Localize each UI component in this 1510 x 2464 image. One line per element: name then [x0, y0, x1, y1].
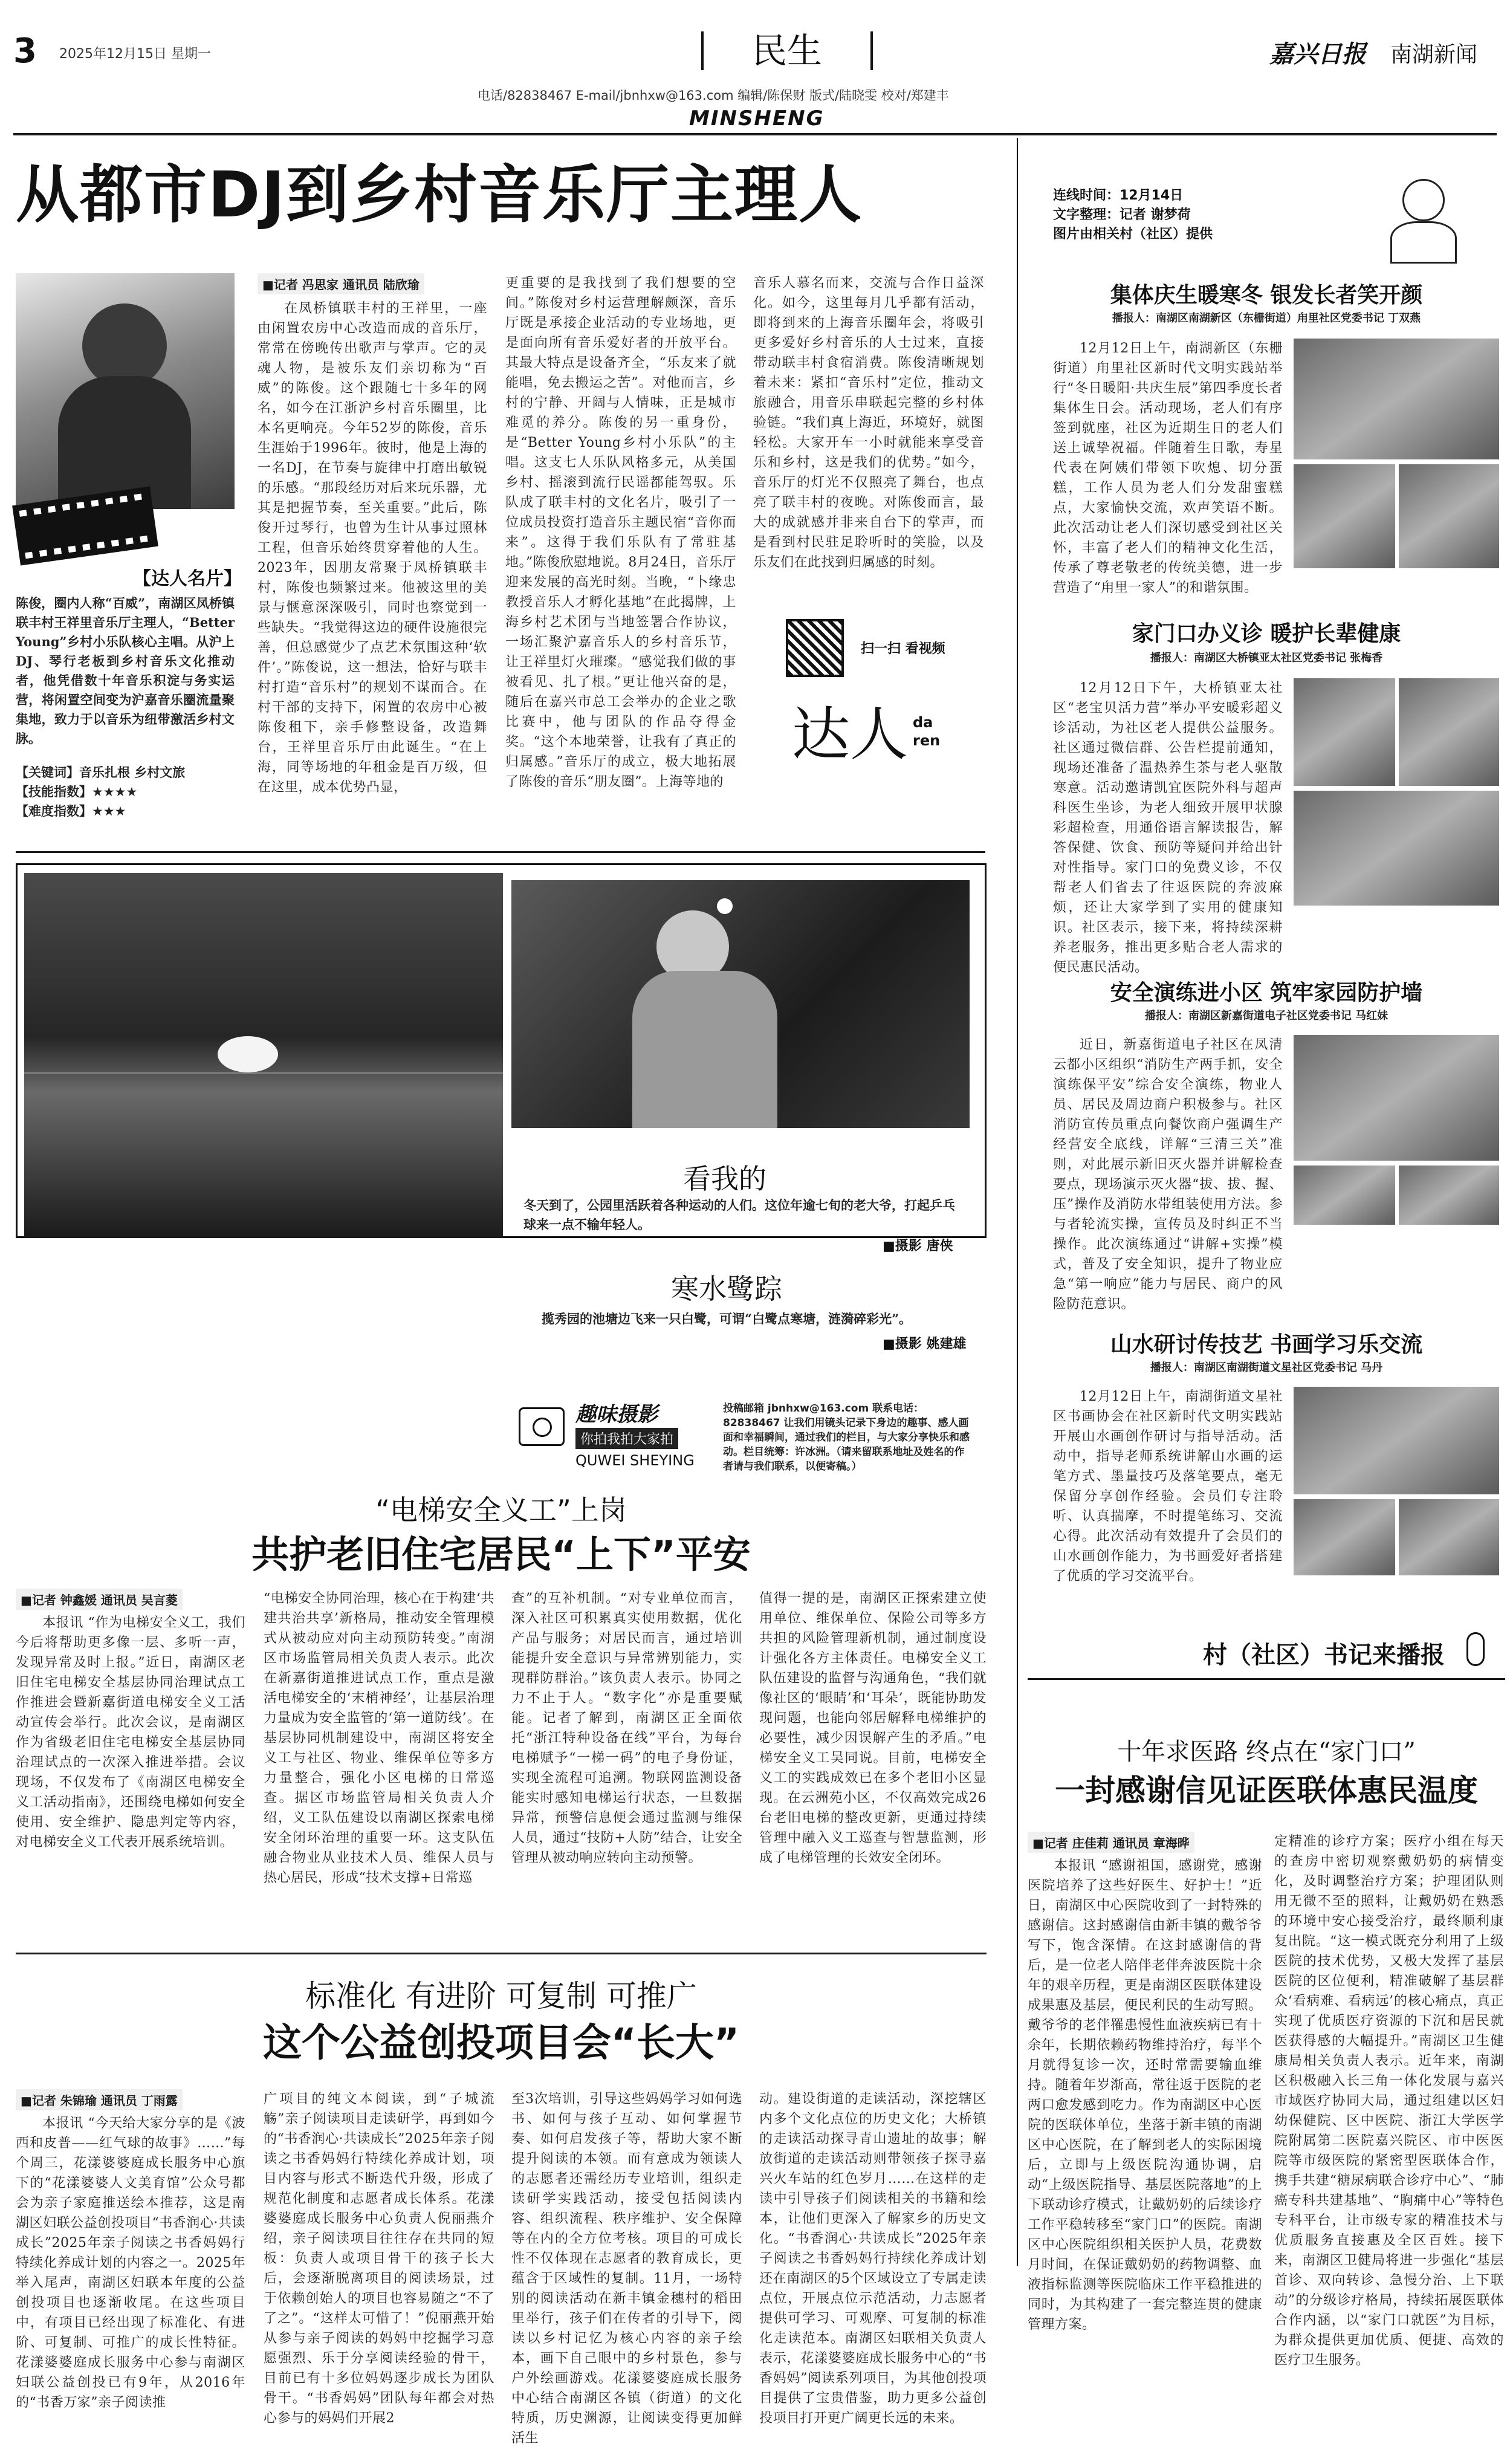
dj-column-1: 在凤桥镇联丰村的王祥里，一座由闲置农房中心改造而成的音乐厅，常常在傍晚传出歌声与掌声。它的灵魂人物，是被乐友们亲切称为“百威”的陈俊。这个跟随七十多年的网名，如今在江浙沪乡村音乐圈里，比本名更响亮。今年52岁的陈俊，音乐生涯始于1996年。彼时，他是上海的一名DJ，在节奏与旋律中打磨出敏锐的乐感。“那段经历对后来玩乐器，尤其是把握节奏，至关重要。”此后，陈俊开过琴行，也曾为生计从事过照林工程，但音乐始终贯穿着他的人生。2023年，因朋友常聚于凤桥镇联丰村，陈俊也频繁过来。他被这里的美景与惬意深深吸引，同时也察觉到一些缺失。“我觉得这边的硬件设施很完善，但总感觉少了点艺术氛围这种‘软件’。”陈俊说，这一想法，恰好与联丰村打造“音乐村”的规划不谋而合。在村干部的支持下，闲置的农房中心被陈俊租下，亲手修整设备，改造舞台，王祥里音乐厅由此诞生。“在上海，同等场地的年租金是百万级，但在这里，成本优势凸显，: [258, 301, 487, 795]
right-item-2-photo-2: [1399, 678, 1499, 786]
right-item-2-title: 家门口办义诊 暖护长辈健康: [1132, 621, 1401, 646]
meta-time: 连线时间：12月14日: [1053, 188, 1184, 203]
right-item-1-photo-right: [1399, 464, 1499, 568]
profile-tag: 【达人名片】: [133, 568, 242, 589]
reporter-illustration: [1342, 161, 1481, 264]
paper-logo: 嘉兴日报: [1269, 40, 1366, 68]
secretary-broadcast-label: 村（社区）书记来播报: [1203, 1641, 1445, 1669]
elevator-column-2: “电梯安全协同治理，核心在于构建‘共建共治共享’新格局，推动安全管理模式从被动应对向主动预防转变。”南湖区市场监管局相关负责人表示。此次在新嘉街道推进试点工作，重点是激活电梯安全的‘末梢神经’，让基层治理力量成为安全监管的‘第一道防线’。在基层协同机制建设中，南湖区将安全义工与社区、物业、维保单位等多方力量整合，强化小区电梯的日常巡查。据区市场监管局相关负责人介绍，义工队伍建设以南湖区探索电梯安全闭环治理的重要一环。这支队伍融合物业从业技术人员、维保人员与热心居民，形成“技术支撑+日常巡: [264, 1591, 494, 1885]
photo1-credit: ■摄影 唐侠: [883, 1239, 953, 1254]
elevator-column-4: 值得一提的是，南湖区正探索建立使用单位、维保单位、保险公司等多方共担的风险管理新机制，通过制度设计强化各方主体责任。电梯安全义工队伍建设的监督与沟通角色，“我们就像社区的‘眼睛’和‘耳朵’，既能协助发现问题，也能向邻居解释电梯维护的必要性，减少因误解产生的矛盾。”电梯安全义工吴同说。目前，电梯安全义工的实践成效已在多个老旧小区显现。在云洲苑小区，不仅高效完成26台老旧电梯的整改更新，更通过持续管理中融入义工巡查与智慧监测，形成了电梯管理的长效安全闭环。: [759, 1591, 987, 1866]
charity-headline: 这个公益创投项目会“长大”: [262, 2021, 740, 2066]
right-item-1-photo-left: [1294, 464, 1395, 568]
right-item-1-photo-top: [1294, 339, 1499, 459]
right-item-4-title: 山水研讨传技艺 书画学习乐交流: [1110, 1332, 1423, 1357]
right-divider: [1028, 1678, 1505, 1680]
right-item-3-photo-right: [1399, 1166, 1499, 1225]
profile-keywords: [16, 763, 235, 821]
charity-column-3: 至3次培训，引导这些妈妈学习如何选书、如何与孩子互动、如何掌握节奏、如何启发孩子等，帮助大家不断提升阅读的本领。而有意成为领读人的志愿者还需经历专业培训，组织走读研学实践活动，接受包括阅读内容、组织流程、秩序维护、安全保障等在内的全方位考核。项目的可成长性不仅体现在志愿者的教育成长，更蕴含于区域性的复制。11月，一场特别的阅读活动在新丰镇金穗村的稻田里举行，孩子们在传者的引导下，阅读以乡村记忆为核心内容的亲子绘本，画下自己眼中的乡村景色，参与户外绘画游戏。花漾婆婆庭成长服务中心结合南湖区各镇（街道）的文化特质，历史渊源，让阅读变得更加鲜活生: [511, 2092, 742, 2446]
section-title: 民生: [701, 31, 873, 70]
charity-byline: ■记者 朱锦瑜 通讯员 丁雨露: [16, 2089, 183, 2110]
elevator-byline: ■记者 钟鑫媛 通讯员 吴言菱: [16, 1589, 183, 1610]
charity-column-1: 本报讯 “今天给大家分享的是《波西和皮普——红气球的故事》……”每个周三，花漾婆婆庭成长服务中心旗下的“花漾婆婆人文美育馆”公众号都会为亲子家庭推送绘本推荐，这是南湖区妇联公益创投项目“书香润心·共读成长”2025年亲子阅读之书香妈妈行特续化养成计划的内容之一。2025年举入尾声，南湖区妇联本年度的公益创投项目也逐渐收尾。在这些项目中，有项目已经出现了标准化、有进阶、可复制、可推广的成长性特征。花漾婆婆庭成长服务中心参与南湖区妇联公益创投已有9年，从2016年的“书香万家”亲子阅读推: [16, 2116, 245, 2410]
portrait-photo: [16, 273, 235, 509]
photo2-title: 寒水鹭踪: [671, 1273, 782, 1305]
charity-column-4: 动。建设街道的走读活动，深挖辖区内多个文化点位的历史文化；大桥镇的走读活动探寻青山遗址的故事；解放街道的走读活动则带领孩子探寻嘉兴火车站的红色岁月……在这样的走读中引导孩子们阅读相关的书籍和绘本，让他们更深入了解家乡的历史文化。“书香润心·共读成长”2025年亲子阅读之书香妈妈行持续化养成计划还在南湖区的5个区域设立了专属走读点位，开展点位示范活动，力志愿者提供可学习、可观摩、可复制的标准化走读范本。南湖区妇联相关负责人表示，花漾婆婆庭成长服务中心的“书香妈妈”阅读系列项目，为其他创投项目提供了宝贵借鉴，助力更多公益创投项目打开更广阔更长远的未来。: [759, 2092, 987, 2426]
right-item-1-title: 集体庆生暖寒冬 银发长者笑开颜: [1110, 283, 1423, 308]
hospital-column-1: 本报讯 “感谢祖国，感谢党，感谢医院培养了这些好医生、好护士！”近日，南湖区中心医院收到了一封特殊的感谢信。这封感谢信由新丰镇的戴爷爷写下，饱含深情。在这封感谢信的背后，是一位老人陪伴老伴奔波医院十余年的艰辛历程，更是南湖区医联体建设成果惠及基层，便民利民的生动写照。戴爷爷的老伴罹患慢性血液疾病已有十余年，长期依赖药物维持治疗，每半个月就得复诊一次，还时常需要输血维持。随着年岁渐高，常往返于医院的老两口愈发感到吃力。作为南湖区中心医院的医联体单位，坐落于新丰镇的南湖区中心医院，在了解到老人的实际困境后，立即与上级医院沟通协调，启动“上级医院指导、基层医院落地”的上下联动诊疗模式，让戴奶奶的后续诊疗工作平稳转移至“家门口”的医院。南湖区中心医院组织相关医护人员，花费数月时间，在保证戴奶奶的药物调整、血液指标监测等医院临床工作平稳推进的同时，为其构建了一套完整连贯的健康管理方案。: [1028, 1858, 1262, 2332]
daren-badge: 达人: [792, 701, 908, 768]
hospital-byline: ■记者 庄佳莉 通讯员 章海晔: [1028, 1832, 1194, 1853]
right-item-2-text: 12月12日下午，大桥镇亚太社区“老宝贝活力营”举办平安暖彩超义诊活动，为社区老人提供公益服务。社区通过微信群、公告栏提前通知，现场还准备了温热养生茶与老人驱散寒意。活动邀请凯宜医院外科与超声科医生坐诊，为老人细致开展甲状腺彩超检查，用通俗语言解读报告，解答保健、饮食、预防等疑问并给出针对性指导。家门口的免费义诊，不仅帮老人们省去了往返医院的奔波麻烦，还让大家学到了实用的健康知识。社区表示，接下来，将持续深耕养老服务，推出更多贴合老人需求的便民惠民活动。: [1053, 681, 1283, 975]
right-item-2-photo-3: [1294, 791, 1499, 906]
header-rule: [13, 133, 1497, 135]
right-item-4-photo-top: [1294, 1387, 1499, 1494]
dj-headline: 从都市DJ到乡村音乐厅主理人: [16, 158, 863, 232]
qr-label: 扫一扫 看视频: [861, 641, 945, 657]
dj-bottom-rule: [16, 851, 985, 853]
issue-date: 2025年12月15日 星期一: [59, 47, 211, 62]
right-item-3-speaker: 播报人：南湖区新嘉街道电子社区党委书记 马红妹: [1144, 1010, 1388, 1022]
column-slogan: 你拍我拍大家拍: [575, 1428, 678, 1449]
right-item-3-photo-left: [1294, 1166, 1395, 1225]
hospital-headline: 一封感谢信见证医联体惠民温度: [1055, 1773, 1478, 1808]
elevator-column-3: 查”的互补机制。“对专业单位而言，深入社区可积累真实使用数据，优化产品与服务；对居民而言，通过培训能提升安全意识与异常辨别能力，实现群防群治。”该负责人表示。协同之力不止于人。“数字化”亦是重要赋能。记者了解到，南湖区正全面依托“浙江特种设备在线”平台，为每台电梯赋予“一梯一码”的电子身份证，实现全流程可追溯。物联网监测设备能实时感知电梯运行状态，一旦数据异常，预警信息便会通过监测与维保人员，通过“技防+人防”结合，让安全管理从被动响应转向主动预警。: [511, 1591, 742, 1866]
keyword-line: 【关键词】音乐扎根 乡村文旅: [16, 765, 186, 780]
contact-line: 电话/82838467 E-mail/jbnhxw@163.com 编辑/陈保财 版式/陆晓雯 校对/郑建丰: [478, 88, 949, 103]
meta-photo: 图片由相关村（社区）提供: [1053, 227, 1213, 242]
camera-icon: [519, 1407, 565, 1446]
charity-kicker: 标准化 有进阶 可复制 可推广: [305, 1979, 697, 2014]
right-item-3-title: 安全演练进小区 筑牢家园防护墙: [1110, 981, 1423, 1005]
charity-column-2: 广项目的纯文本阅读，到“子城流觞”亲子阅读项目走读研学，再到如今的“书香润心·共读成长”2025年亲子阅读之书香妈妈行特续化养成计划，项目内容与形式不断迭代升级，形成了规范化制度和志愿者成长体系。花漾婆婆庭成长服务中心负责人倪丽燕介绍，亲子阅读项目往往存在共同的短板：负责人或项目骨干的孩子长大后，会逐渐脱离项目的阅读场景，过于依赖创始人的项目也容易随之“不了了之”。“这样太可惜了！”倪丽燕开始从参与亲子阅读的妈妈中挖掘学习意愿强烈、乐于分享阅读经验的骨干，目前已有十多位妈妈逐步成长为团队骨干。“书香妈妈”团队每年都会对热心参与的妈妈们开展2: [264, 2092, 494, 2426]
submission-info: 投稿邮箱 jbnhxw@163.com 联系电话：82838467 让我们用镜头记录下身边的趣事、感人画面和幸福瞬间，通过我们的栏目，与大家分享快乐和感动。栏目统筹：许冰洲。（请来留联系地址及姓名的作者请与我们联系，以便寄稿。）: [723, 1402, 970, 1473]
section-english: MINSHENG: [689, 106, 825, 131]
right-item-4-speaker: 播报人：南湖区南湖街道文星社区党委书记 马丹: [1150, 1361, 1383, 1374]
photo2-credit: ■摄影 姚建雄: [883, 1337, 967, 1352]
profile-text: 陈俊，圈内人称“百威”，南湖区凤桥镇联丰村王祥里音乐厅主理人，“Better Young”乡村小乐队核心主唱。从沪上DJ、琴行老板到乡村音乐文化推动者，他凭借数十年音乐积淀与务实运营，将闲置空间变为沪嘉音乐圈流量聚集地，致力于以音乐为纽带激活乡村文脉。: [16, 595, 235, 746]
right-item-4-photo-right: [1399, 1499, 1499, 1575]
paper-subtitle: 南湖新闻: [1390, 42, 1478, 67]
ping-pong-photo: [511, 880, 970, 1128]
right-item-3-text: 近日，新嘉街道电子社区在凤清云都小区组织“消防生产两手抓，安全演练保平安”综合安全演练，物业人员、居民及周边商户积极参与。社区消防宣传员重点向餐饮商户强调生产经营安全底线，详解“三清三关”准则，对此展示新旧灭火器并讲解检查要点，现场演示灭火器“拔、拔、握、压”操作及消防水带组装使用方法。参与者轮流实操，宣传员及时纠正不当操作。此次演练通过“讲解+实操”模式，普及了安全知识，提升了物业应急“第一响应”能力与居民、商户的风险防范意识。: [1053, 1037, 1283, 1312]
skill-index-line: 【技能指数】★★★★: [16, 785, 138, 799]
meta-arrange: 文字整理：记者 谢梦荷: [1053, 207, 1191, 222]
elevator-kicker: “电梯安全义工”上岗: [375, 1494, 627, 1526]
column-name: 趣味摄影: [575, 1402, 658, 1427]
hospital-kicker: 十年求医路 终点在“家门口”: [1117, 1738, 1416, 1766]
photo1-title: 看我的: [683, 1162, 766, 1195]
dj-column-2: 更重要的是我找到了我们想要的空间。”陈俊对乡村运营理解颇深，音乐厅既是承接企业活动的专业场地，更是面向所有音乐爱好者的开放平台。其最大特点是设备齐全，“乐友来了就能唱，免去搬运之苦”。对他而言，乡村的宁静、开阔与人情味，正是城市难觅的养分。陈俊的另一重身份，是“Better Young乡村小乐队”的主唱。这支七人乐队风格多元，从美国乡村、摇滚到流行民谣都能驾驭。乐队成了联丰村的文化名片，吸引了一位成员投资打造音乐主题民宿“音你而来”。这得于我们乐队有了常驻基地。”陈俊欣慰地说。8月24日，音乐厅迎来发展的高光时刻。当晚，“卜缘忠教授音乐人才孵化基地”在此揭牌，上海乡村艺术团与当地签署合作协议，一场汇聚沪嘉音乐人的乡村音乐节，让王祥里灯火璀璨。“感觉我们做的事被看见、扎了根。”更让他兴奋的是，随后在嘉兴市总工会举办的企业之歌比赛中，他与团队的作品夺得金奖。“这个本地荣誉，让我有了真正的归属感。”音乐厅的成立，极大地拓展了陈俊的音乐“朋友圈”。上海等地的: [505, 276, 736, 789]
elevator-bottom-rule: [16, 1953, 987, 1954]
column-english: QUWEI SHEYING: [575, 1452, 695, 1469]
right-item-3-photo-top: [1294, 1035, 1499, 1161]
right-item-4-photo-left: [1294, 1499, 1395, 1575]
dj-column-3: 音乐人慕名而来，交流与合作日益深化。如今，这里每月几乎都有活动，即将到来的上海音乐圈年会，将吸引更多爱好乡村音乐的人士过来，直接带动联丰村食宿消费。陈俊清晰规划着未来：紧扣“音乐村”定位，推动文旅融合，用音乐串联起完整的乡村体验链。“我们真上海近，环境好，就图轻松。大家开车一小时就能来享受音乐和乡村，这是我们的优势。”如今，音乐厅的灯光不仅照亮了舞台，也点亮了联丰村的夜晚。对陈俊而言，最大的成就感并非来自台下的掌声，而是看到村民驻足聆听时的笑脸，以及乐友们在此找到归属感的时刻。: [753, 276, 984, 570]
microphone-icon: [1466, 1632, 1485, 1666]
right-item-4-text: 12月12日上午，南湖街道文星社区书画协会在社区新时代文明实践站开展山水画创作研讨与指导活动。活动中，指导老师系统讲解山水画的运笔方式、墨量技巧及落笔要点，毫无保留分享创作经验。会员们专注聆听、认真揣摩，不时提笔练习、交流心得。此次活动有效提升了会员们的山水画创作能力，为书画爱好者搭建了优质的学习交流平台。: [1053, 1389, 1283, 1584]
elevator-column-1: 本报讯 “作为电梯安全义工，我们今后将帮助更多像一层、多听一声，发现异常及时上报。”近日，南湖区老旧住宅电梯安全基层协同治理试点工作推进会暨新嘉街道电梯安全义工活动宣传会举行。此次会议，是南湖区作为省级老旧住宅电梯安全基层协同治理试点的一次深入推进举措。会议现场，不仅发布了《南湖区电梯安全义工活动指南》，还围绕电梯如何安全使用、安全维护、隐患判定等内容，对电梯安全义工代表开展系统培训。: [16, 1615, 245, 1850]
hospital-column-2: 定精准的诊疗方案；医疗小组在每天的查房中密切观察戴奶奶的病情变化，及时调整治疗方案；护理团队则用无微不至的照料，让戴奶奶在熟悉的环境中安心接受治疗，最终顺利康复出院。“这一模式既充分利用了上级医院的技术优势，又极大发挥了基层医院的区位便利，精准破解了基层群众‘看病难、看病远’的核心痛点，真正实现了优质医疗资源的下沉和居民就医获得感的大幅提升。”南湖区卫生健康局相关负责人表示。近年来，南湖区积极融入长三角一体化发展与嘉兴市域医疗协同大局，通过组建以区妇幼保健院、区中医院、浙江大学医学院附属第二医院嘉兴院区、市中医医院等市级医院的紧密型医联体合作，携手共建“糖尿病联合诊疗中心”、“肺癌专科共建基地”、“胸痛中心”等特色专科平台，让市级专家的精准技术与优质服务直接惠及全区百姓。接下来，南湖区卫健局将进一步强化“基层首诊、双向转诊、急慢分治、上下联动”的分级诊疗格局，持续拓展医联体合作内涵，以“家门口就医”为目标，为群众提供更加优质、便捷、高效的医疗卫生服务。: [1274, 1834, 1504, 2368]
photo2-caption: 揽秀园的池塘边飞来一只白鹭，可谓“白鹭点寒塘，涟漪碎彩光”。: [542, 1311, 912, 1326]
elevator-headline: 共护老旧住宅居民“上下”平安: [251, 1532, 751, 1577]
egret-photo: [24, 873, 503, 1238]
qr-code[interactable]: [786, 619, 844, 677]
difficulty-index-line: 【难度指数】★★★: [16, 804, 126, 819]
dj-byline: ■记者 冯思家 通讯员 陆欣瑜: [258, 273, 424, 294]
right-item-2-photo-1: [1294, 678, 1395, 786]
daren-pinyin: da ren: [913, 714, 941, 749]
right-item-2-speaker: 播报人：南湖区大桥镇亚太社区党委书记 张梅香: [1150, 652, 1383, 664]
right-column-rule: [1017, 138, 1018, 2266]
page-number: 3: [13, 31, 37, 71]
right-item-1-text: 12月12日上午，南湖新区（东栅街道）甪里社区新时代文明实践站举行“冬日暖阳·共庆生辰”第四季度长者集体生日会。活动现场，老人们有序签到就座，社区为近期生日的老人们送上诚挚祝福。伴随着生日歌，寿星代表在阿姨们带领下吹熄、切分蛋糕，工作人员为老人们分发甜蜜糕点，大家愉快交流，欢声笑语不断。此次活动让老人们深切感受到社区关怀，丰富了老人们的精神文化生活，传承了尊老敬老的传统美德，进一步营造了“甪里一家人”的和谐氛围。: [1053, 341, 1283, 595]
photo1-caption: 冬天到了，公园里活跃着各种运动的人们。这位年逾七旬的老大爷，打起乒乓球来一点不输年轻人。: [523, 1198, 955, 1232]
right-item-1-speaker: 播报人：南湖区南湖新区（东栅街道）甪里社区党委书记 丁双燕: [1112, 312, 1421, 325]
